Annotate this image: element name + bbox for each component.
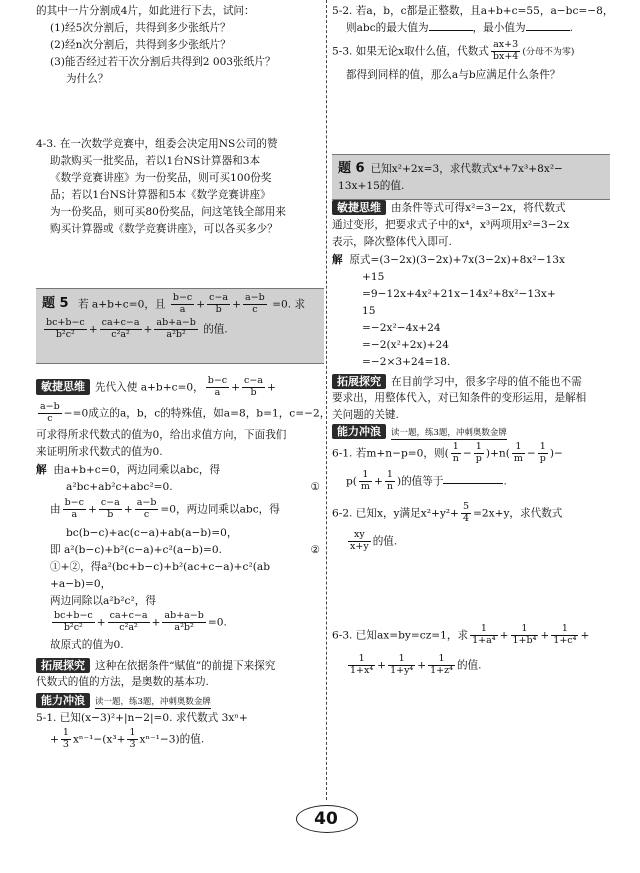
think-frac-1: [206, 376, 229, 399]
think-frac-2: [242, 376, 265, 399]
t5-g2-den: c²a²: [111, 328, 130, 340]
t5-frac-2: [207, 293, 230, 316]
intro-line: 的其中一片分割成4片，如此进行下去，试问：: [36, 5, 255, 17]
right-power-heading: [332, 424, 610, 441]
p52-l2b: ，最小值为: [472, 22, 526, 34]
sol-g1-den: b²c²: [63, 621, 83, 633]
sol-l2: a²bc+ab²c+abc²=0.: [66, 481, 173, 493]
page-number: 40: [314, 809, 338, 829]
p61-f1: $\frac{1}{n}$: [452, 441, 459, 464]
question-3-cont: 为什么？: [66, 73, 109, 85]
p53-l1a: 5-3. 如果无论x取什么值，代数式: [332, 45, 489, 58]
p63-l2b: 的值.: [456, 659, 482, 672]
page-number-badge: [296, 805, 356, 831]
p61-f4: $\frac{1}{p}$: [539, 441, 546, 464]
r-sol-l3: =9−12x+4x²+21x−14x²+8x²−13x+: [362, 288, 556, 300]
p53-l1b: (分母不为零): [522, 47, 575, 58]
p61-l2c: .: [503, 475, 507, 488]
problem-6-label: 题 6: [338, 161, 365, 176]
sol-f3-num: a−b: [136, 497, 157, 508]
t6-l1: 已知x²+2x=3，求代数式x⁴+7x³+8x²−: [370, 163, 563, 175]
p53-f-num: ax+3: [491, 40, 520, 52]
p43-line-4: 品；若以1台NS计算器和5本《数学竞赛讲座》: [50, 189, 271, 201]
p52-l2a: 则abc的最大值为: [346, 22, 429, 34]
p51-line-1: 5-1. 已知(x−3)²+|n−2|=0. 求代数式 3xⁿ+: [36, 712, 248, 724]
left-power-heading: [36, 693, 324, 710]
p43-line-6: 购买计算器或《数学竞赛讲座》，可以各买多少？: [50, 223, 278, 235]
extended-explore-badge: 拓展探究: [36, 658, 90, 673]
t5-f3-den: c: [252, 303, 258, 315]
t5-f1-num: b−c: [172, 292, 193, 303]
eq-mark-1: ①: [310, 481, 320, 493]
p61-l1a: 6-1. 若m+n−p=0，则: [332, 447, 445, 460]
power-tagline: 读一题，练3题，冲刺奥数金牌: [95, 697, 211, 707]
sol-f2-den: b: [107, 508, 114, 520]
p53-line-2: 都得到同样的值，那么a与b应满足什么条件？: [346, 69, 561, 81]
p53-frac: [491, 40, 520, 63]
quick-thinking-badge-2: 敏捷思维: [332, 200, 386, 215]
t5-f2-num: c−a: [209, 292, 229, 303]
p53-f-den: bx+4: [492, 50, 519, 62]
t5-g1-den: b²c²: [55, 328, 75, 340]
sol-g3-den: a²b²: [174, 621, 194, 633]
p63-f6: $\frac{1}{\text{1+z⁴}}$: [430, 653, 453, 676]
sol-g1-num: bc+b−c: [54, 610, 93, 621]
p61-f6: $\frac{1}{n}$: [386, 469, 393, 492]
t5-f1-den: a: [179, 303, 186, 315]
t5-text-3: 的值.: [203, 323, 228, 336]
t5-f3-num: a−b: [245, 292, 265, 303]
problem-5-label: 题 5: [42, 296, 69, 312]
left-think-line-2: [36, 401, 331, 425]
quick-thinking-badge: 敏捷思维: [36, 379, 90, 394]
explore-l1: 这种在依据条件“赋值”的前提下来探究: [95, 660, 276, 672]
solution-label-2: 解: [332, 254, 343, 266]
t6-l2: 13x+15的值.: [338, 179, 405, 192]
sol-expr-1: [52, 611, 95, 634]
t5-expr-1: [44, 318, 87, 341]
r-explore-l1: 在目前学习中，很多字母的值不能也不需: [391, 376, 582, 388]
question-2: (2)经n次分割后，共得到多少张纸片？: [50, 39, 231, 51]
p51-l2a: xⁿ⁻¹−(x³+: [72, 733, 126, 746]
p62-f-num: 5: [462, 501, 469, 512]
p43-line-3: 《数学竞赛讲座》为一份奖品，则可买100份奖: [50, 172, 272, 184]
r-sol-l6: =−2(x²+2x)+24: [362, 339, 449, 351]
problem-5-box: 题 5 若 a+b+c=0，且 $\frac{b-c}{a}$ + $\frac{c-a}{b}$ + $\frac{a-b}{c}$ =0. 求 $\frac{bc+b-c}{\text{b²c²}}$ + $\frac{ca+c-a}{\text{c²a²}}$ + $\frac{ab+a-b}{\text{a²b²}}$ 的值.: [36, 288, 324, 364]
p62-frac-2: [348, 530, 371, 553]
p51-frac-1: [61, 728, 71, 751]
sol-l7: +a−b)=0，: [50, 578, 112, 590]
answer-blank-min[interactable]: [526, 30, 570, 31]
left-think-line-4: 来证明所求代数式的值为0.: [36, 446, 163, 458]
t5-g3-num: ab+a−b: [156, 316, 196, 328]
p63-f4: $\frac{1}{\text{1+x⁴}}$: [350, 653, 374, 676]
r-think-l1: 由条件等式可得x²=3−2x，将代数式: [391, 202, 566, 214]
p51-f1-den: 3: [62, 738, 69, 750]
sol-l9b: =0.: [207, 616, 227, 629]
answer-blank-max[interactable]: [429, 30, 473, 31]
p62-g-den: x+y: [350, 540, 369, 552]
p61-f2: $\frac{1}{p}$: [475, 441, 482, 464]
p61-f5: $\frac{1}{m}$: [360, 469, 370, 492]
think-f2-num: c−a: [244, 375, 263, 386]
r-sol-l5: =−2x²−4x+24: [362, 322, 441, 334]
sol-f1-num: b−c: [64, 497, 84, 508]
explore-l2: 代数式的值的方法，是奥数的基本功.: [36, 676, 209, 688]
sol-g2-den: c²a²: [119, 621, 138, 633]
sol-l6: ①+②，得a²(bc+b−c)+b²(ac+c−a)+c²(ab: [50, 561, 270, 573]
p51-f2-num: 1: [129, 727, 136, 738]
p51-f2-den: 3: [129, 738, 136, 750]
p52-line-1: 5-2. 若a，b，c都是正整数，且a+b+c=55，a−bc=−8，: [332, 5, 614, 17]
t5-frac-1: [171, 293, 194, 316]
sol-frac-1: [63, 498, 86, 521]
t5-f2-den: b: [215, 303, 222, 315]
sol-l3a: 由: [50, 503, 61, 516]
eq-mark-2: ②: [310, 544, 320, 556]
sol-f3-den: c: [143, 508, 150, 520]
sol-l3b: =0，两边同乘以abc，得: [160, 503, 280, 516]
p63-f2: $\frac{1}{\text{1+b⁴}}$: [512, 623, 537, 646]
p43-line-1: 4-3. 在一次数学竞赛中，组委会决定用NS公司的赞: [36, 138, 278, 150]
think-f1-den: a: [214, 386, 221, 398]
p62-l1b: =2x+y，求代数式: [472, 507, 563, 520]
sol-l5: 即 a²(b−c)+b²(c−a)+c²(a−b)=0.: [50, 544, 222, 556]
t5-g3-den: a²b²: [166, 328, 186, 340]
power-tagline-2: 读一题，练3题，冲刺奥数金牌: [391, 428, 507, 438]
p51-l2b: xⁿ⁻¹−3)的值.: [139, 733, 205, 746]
p63-l1a: 6-3. 已知ax=by=cz=1，求: [332, 629, 469, 642]
think-f3-den: c: [47, 412, 53, 424]
sol-g3-num: ab+a−b: [164, 610, 204, 621]
r-think-l2: 通过变形，把要求式子中的x⁴，x³两项用x²=3−2x: [332, 219, 570, 231]
sol-frac-3: [135, 498, 159, 521]
sol-f1-den: a: [71, 508, 78, 520]
t5-expr-2: [100, 318, 142, 341]
think-f1-num: b−c: [207, 375, 228, 386]
sol-expr-2: [108, 611, 150, 634]
p61-f3: $\frac{1}{m}$: [513, 441, 523, 464]
p62-g-num: xy: [348, 530, 371, 542]
left-think-line-3: 可求得所求代数式的值为0，给出求值方向，下面我们: [36, 429, 287, 441]
extended-explore-badge-2: 拓展探究: [332, 374, 386, 389]
sol-l10: 故原式的值为0.: [50, 639, 124, 651]
r-explore-l2: 要求出，用整体代入，对已知条件的变形运用，是解相: [332, 392, 587, 404]
think-l2: −=0成立的a，b，c的特殊值，如a=8，b=1，c=−2，: [63, 407, 331, 420]
r-sol-l7: =−2×3+24=18.: [362, 356, 451, 368]
think-l1a: 先代入使 a+b+c=0，: [95, 381, 204, 394]
question-1: (1)经5次分割后，共得到多少张纸片？: [50, 22, 231, 34]
sol-expr-3: [162, 611, 205, 634]
t5-expr-3: [154, 318, 197, 341]
think-f3-num: a−b: [40, 401, 60, 412]
t5-text-1: 若 a+b+c=0，且: [77, 298, 166, 311]
left-think-line-1: 敏捷思维 先代入使 a+b+c=0， $\frac{b-c}{a}$ + $\frac{c-a}{b}$ +: [36, 376, 324, 399]
sol-l8: 两边同除以a²b²c²，得: [50, 595, 156, 607]
p51-frac-2: [127, 728, 137, 751]
sol-g2-num: ca+c−a: [109, 610, 148, 621]
p51-f1-num: 1: [62, 727, 69, 738]
p63-f1: $\frac{1}{\text{1+a⁴}}$: [472, 623, 496, 646]
p62-l2: 的值.: [372, 535, 398, 548]
question-3: (3)能否经过若干次分割后共得到2 003张纸片？: [50, 56, 276, 68]
r-think-l3: 表示，降次整体代入即可.: [332, 236, 452, 248]
textbook-page: 的其中一片分割成4片，如此进行下去，试问： (1)经5次分割后，共得到多少张纸片？ (2)经n次分割后，共得到多少张纸片？ (3)能否经过若干次分割后共得到2 003张纸片？ 为什么？ 4-3. 在一次数学竞赛中，组委会决定用NS公司的赞 助款购买一批奖品，若以1台NS计算器和3本 《数学竞赛讲座》为一份奖品，则可买100份奖 品；若以1台NS计算器和5本《数学竞赛讲座》 为一份奖品，则可买80份奖品，问这笔钱全部用来 购买计算器或《数学竞赛讲座》，可以各买多少？ 题 5 若 a+b+c=0，且 $\frac{b-c}{a}$ + $\frac{c-a}{b}$ + $\frac{a-b}{c}$ =0. 求 $\frac{bc+b-c}{\text{b²c²}}$ + $\frac{ca+c-a}{\text{c²a²}}$ + $\frac{ab+a-b}{\text{a²b²}}$ 的值. 敏捷思维 先代入使 a+b+c=0， $\frac{b-c}{a}$ + $\frac{c-a}{b}$ + $\frac{a-b}{c}$ −=0成立的a，b，c的特殊值，如a=8，b=1，c=−2， 可求得所求代数式的值为0，给出求值方向，下面我们 来证明所求代数式的值为0. 解 由a+b+c=0，两边同乘以abc，得 a²bc+ab²c+abc²=0. ① 由 $\frac{b-c}{a}$ + $\frac{c-a}{b}$ + $\frac{a-b}{c}$ =0，两边同乘以abc，得 bc(b−c)+ac(c−a)+ab(a−b)=0， 即 a²(b−c)+b²(c−a)+c²(a−b)=0. ② ①+②，得a²(bc+b−c)+b²(ac+c−a)+c²(ab +a−b)=0， 两边同除以a²b²c²，得 $\frac{bc+b-c}{\text{b²c²}}$ + $\frac{ca+c-a}{\text{c²a²}}$ + $\frac{ab+a-b}{\text{a²b²}}$ =0. 故原式的值为0. 拓展探究 这种在依据条件“赋值”的前提下来探究 代数式的值的方法，是奥数的基本功. 能力冲浪 读一题，练3题，冲刺奥数金牌 5-1. 已知(x−3)²+|n−2|=0. 求代数式 3xⁿ+ + $\frac{1}{3}$ xⁿ⁻¹−(x³+ $\frac{1}{3}$ xⁿ⁻¹−3)的值. 5-2. 若a，b，c都是正整数，且a+b+c=55，a−bc=−8， 则abc的最大值为 ，最小值为 . 5-3. 如果无论x取什么值，代数式 $\frac{ax+3}{bx+4}$ (分母不为零) 都得到同样的值，那么a与b应满足什么条件？ 题 6 已知x²+2x=3，求代数式x⁴+7x³+8x²− 13x+15的值. 敏捷思维 由条件等式可得x²=3−2x，将代数式 通过变形，把要求式子中的x⁴，x³两项用x²=3−2x 表示，降次整体代入即可. 解 原式=(3−2x)(3−2x)+7x(3−2x)+8x²−13x +15 =9−12x+4x²+21x−14x²+8x²−13x+ 15 =−2x²−4x+24 =−2(x²+2x)+24 =−2×3+24=18. 拓展探究 在目前学习中，很多字母的值不能也不需 要求出，用整体代入，对已知条件的变形运用，是解相 关问题的关键. 能力冲浪 读一题，练3题，冲刺奥数金牌 6-1. 若m+n−p=0，则( $\frac{1}{n}$ − $\frac{1}{p}$ )+n( $\frac{1}{m}$ − $\frac{1}{p}$ )− p( $\frac{1}{m}$ + $\frac{1}{n}$ )的值等于 . 6-2. 已知x，y满足x²+y²+ $\frac{5}{4}$ =2x+y，求代数式 $\frac{xy}{x+y}$ 的值. 6-3. 已知ax=by=cz=1，求 $\frac{1}{\text{1+a⁴}}$ + $\frac{1}{\text{1+b⁴}}$ + $\frac{1}{\text{1+c⁴}}$ + $\frac{1}{\text{1+x⁴}}$ + $\frac{1}{\text{1+y⁴}}$ + $\frac{1}{\text{1+z⁴}}$ 的值. 40: [0, 0, 640, 873]
p63-f5: $\frac{1}{\text{1+y⁴}}$: [390, 653, 414, 676]
p62-frac-1: [461, 502, 471, 525]
sol-l4: bc(b−c)+ac(c−a)+ab(a−b)=0，: [66, 527, 238, 539]
p43-line-2: 助款购买一批奖品，若以1台NS计算器和3本: [50, 155, 261, 167]
sol-l1: 由a+b+c=0，两边同乘以abc，得: [53, 464, 221, 476]
column-divider: [326, 0, 327, 800]
power-surf-badge: 能力冲浪: [36, 693, 90, 708]
answer-blank-6-1[interactable]: [443, 483, 503, 484]
t5-g2-num: ca+c−a: [101, 316, 140, 328]
p52-l2c: .: [569, 22, 573, 34]
think-frac-3: [38, 402, 62, 425]
sol-frac-2: [99, 498, 122, 521]
t5-g1-num: bc+b−c: [46, 316, 85, 328]
p63-f3: $\frac{1}{\text{1+c⁴}}$: [553, 623, 577, 646]
think-f2-den: b: [250, 386, 257, 398]
p62-f-den: 4: [462, 512, 469, 524]
t5-text-2: =0. 求: [272, 298, 306, 311]
p43-line-5: 为一份奖品，则可买80份奖品，问这笔钱全部用来: [50, 206, 286, 218]
p62-l1a: 6-2. 已知x，y满足x²+y²+: [332, 507, 459, 520]
p61-l2b: 的值等于: [401, 475, 444, 488]
problem-6-box: [332, 154, 610, 200]
power-surf-badge-2: 能力冲浪: [332, 424, 386, 439]
r-sol-l4: 15: [362, 305, 376, 317]
sol-f2-num: c−a: [100, 497, 120, 508]
r-sol-l1: 原式=(3−2x)(3−2x)+7x(3−2x)+8x²−13x: [349, 254, 565, 266]
p61-l1c: −: [553, 447, 563, 460]
p61-l1b: +n: [490, 447, 506, 460]
solution-label: 解: [36, 464, 47, 476]
t5-frac-3: [243, 293, 267, 316]
r-explore-l3: 关问题的关键.: [332, 409, 399, 421]
r-sol-l2: +15: [362, 271, 385, 283]
